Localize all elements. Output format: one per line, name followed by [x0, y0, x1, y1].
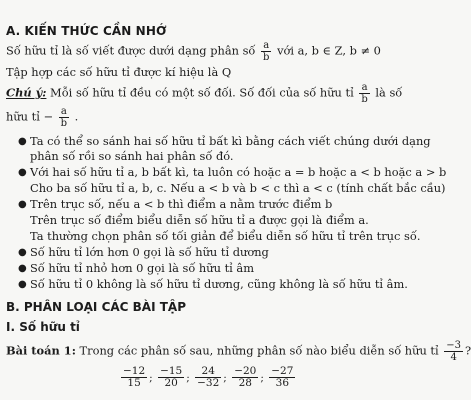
- separator: ;: [260, 371, 264, 384]
- fraction-denominator: b: [60, 118, 68, 129]
- bullet-icon: ●: [18, 136, 27, 147]
- note-line2-text: hữu tỉ −: [6, 109, 54, 124]
- note-line2-fraction: [59, 106, 69, 129]
- note-line-1: [6, 82, 402, 105]
- bullet-4: Số hữu tỉ lớn hơn 0 gọi là số hữu tỉ dương: [30, 245, 269, 259]
- note-line-2: [6, 106, 78, 129]
- fraction-numerator: a: [59, 106, 69, 118]
- bullet-3-line-3: Ta thường chọn phân số tối giản để biểu diễn số hữu tỉ trên trục số.: [30, 229, 421, 243]
- fraction-denominator: 20: [164, 377, 178, 389]
- definition-line: [6, 40, 381, 63]
- bullet-icon: ●: [18, 199, 27, 210]
- bullet-1-line-1: Ta có thể so sánh hai số hữu tỉ bất kì bằng cách viết chúng dưới dạng: [30, 134, 431, 148]
- note-label: Chú ý:: [6, 85, 47, 100]
- note-line2-after: .: [74, 109, 79, 124]
- note-text-after: là số: [375, 85, 403, 100]
- fraction-option: [269, 366, 295, 389]
- fraction-option: [121, 366, 147, 389]
- fraction-denominator: 28: [238, 377, 252, 389]
- exercise-text: Trong các phân số sau, những phân số nào biểu diễn số hữu tỉ: [79, 343, 439, 358]
- fraction-numerator: −12: [123, 365, 146, 377]
- note-fraction: [359, 82, 369, 105]
- section-b-heading: B. PHÂN LOẠI CÁC BÀI TẬP: [6, 300, 186, 314]
- question-mark: ?: [465, 343, 471, 358]
- bullet-3-line-1: Trên trục số, nếu a < b thì điểm a nằm trước điểm b: [30, 197, 333, 211]
- fraction-denominator: b: [361, 94, 368, 105]
- fraction-option: [158, 366, 184, 389]
- fraction-denominator: b: [263, 52, 270, 63]
- bullet-icon: ●: [18, 263, 27, 274]
- fraction-option: [195, 366, 221, 389]
- set-notation-line: Tập hợp các số hữu tỉ được kí hiệu là Q: [6, 65, 232, 79]
- fraction-numerator: −20: [234, 365, 257, 377]
- fraction-denominator: 15: [127, 377, 141, 389]
- exercise-target-fraction: [444, 340, 463, 363]
- exercise-fraction-list: [120, 366, 296, 389]
- fraction-numerator: a: [261, 40, 271, 52]
- bullet-icon: ●: [18, 279, 27, 290]
- bullet-2-line-1: Với hai số hữu tỉ a, b bất kì, ta luôn có hoặc a = b hoặc a < b hoặc a > b: [30, 165, 447, 179]
- exercise-label: Bài toán 1:: [6, 343, 76, 358]
- definition-fraction: [261, 40, 271, 63]
- separator: ;: [223, 371, 227, 384]
- bullet-6: Số hữu tỉ 0 không là số hữu tỉ dương, cũng không là số hữu tỉ âm.: [30, 277, 408, 291]
- fraction-numerator: −3: [446, 340, 462, 351]
- separator: ;: [186, 371, 190, 384]
- bullet-5: Số hữu tỉ nhỏ hơn 0 gọi là số hữu tỉ âm: [30, 261, 254, 275]
- definition-text-after: với a, b ∈ Z, b ≠ 0: [277, 43, 381, 58]
- bullet-icon: ●: [18, 167, 27, 178]
- note-text: Mỗi số hữu tỉ đều có một số đối. Số đối của số hữu tỉ: [50, 85, 354, 100]
- definition-text-before: Số hữu tỉ là số viết được dưới dạng phân số: [6, 43, 256, 58]
- section-i-heading: I. Số hữu tỉ: [6, 320, 80, 334]
- fraction-denominator: 36: [275, 377, 290, 389]
- fraction-option: [232, 366, 258, 389]
- bullet-3-line-2: Trên trục số điểm biểu diễn số hữu tỉ a được gọi là điểm a.: [30, 213, 369, 227]
- fraction-numerator: a: [359, 82, 369, 94]
- fraction-denominator: 4: [450, 352, 457, 363]
- bullet-2-line-2: Cho ba số hữu tỉ a, b, c. Nếu a < b và b < c thì a < c (tính chất bắc cầu): [30, 181, 446, 195]
- section-a-heading: A. KIẾN THỨC CẦN NHỚ: [6, 24, 167, 38]
- fraction-numerator: −15: [160, 365, 183, 377]
- fraction-denominator: −32: [197, 377, 220, 389]
- bullet-1-line-2: phân số rồi so sánh hai phân số đó.: [30, 149, 234, 163]
- separator: ;: [149, 371, 153, 384]
- fraction-numerator: −27: [271, 365, 294, 377]
- fraction-numerator: 24: [195, 366, 221, 378]
- exercise-1-statement: [6, 340, 471, 363]
- bullet-icon: ●: [18, 247, 27, 258]
